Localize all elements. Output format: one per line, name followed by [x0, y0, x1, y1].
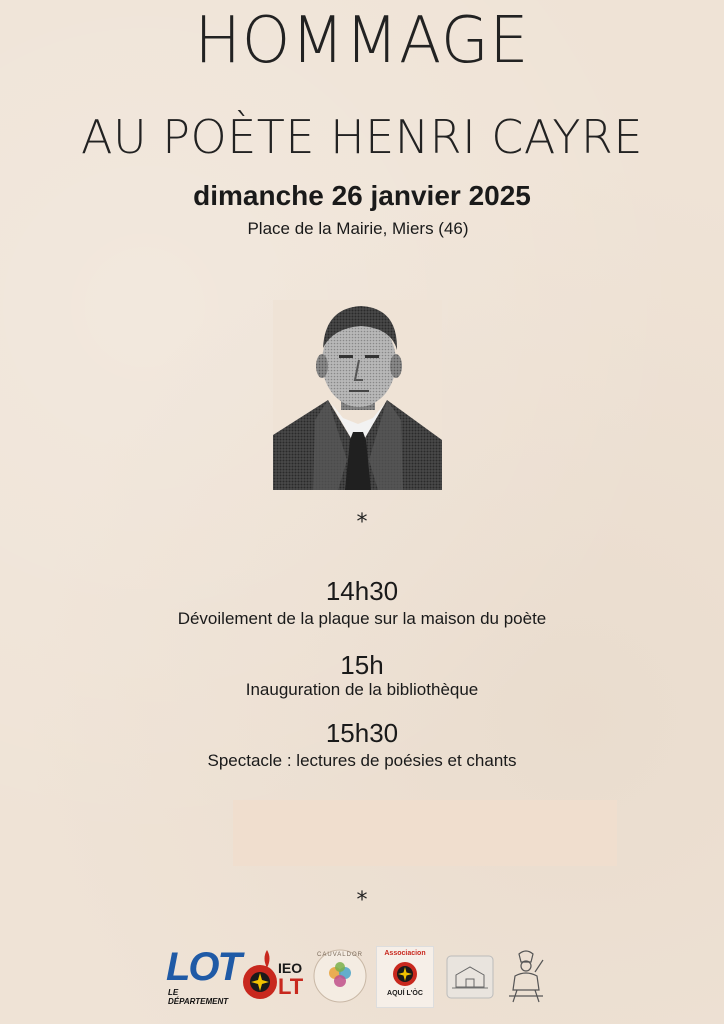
figure-sketch-icon [505, 948, 547, 1004]
occitan-cross-icon [392, 961, 418, 987]
cauvaldor-logo [313, 946, 367, 1006]
blank-panel [233, 800, 617, 866]
schedule-description: Inauguration de la bibliothèque [245, 680, 479, 699]
separator-asterisk: * [356, 510, 368, 535]
schedule-time: 15h30 [325, 718, 399, 748]
occitan-cross-icon [242, 964, 278, 1000]
page-title: HOMMAGE [194, 4, 530, 78]
separator-asterisk: * [356, 888, 368, 913]
lot-logo-subtext: LE DÉPARTEMENT [168, 988, 229, 1006]
schedule-time: 14h30 [325, 576, 399, 606]
page-subtitle: AU POÈTE HENRI CAYRE [81, 110, 643, 164]
lot-logo-text: LOT [166, 945, 240, 989]
aqui-logo-top-text: Associacion [384, 950, 426, 957]
schedule-time: 15h [340, 650, 384, 680]
ieo-logo-text: IEO [278, 960, 303, 976]
house-icon [446, 955, 494, 999]
flame-icon [262, 950, 272, 968]
event-place: Place de la Mairie, Miers (46) [247, 219, 469, 238]
cauvaldor-logo-text: CAUVALDOR [317, 952, 363, 958]
aqui-logo-bottom-text: AQUÍ L'ÒC [387, 990, 423, 997]
ieo-lot-logo [242, 946, 308, 1006]
figure-sketch-logo [505, 946, 547, 1006]
lot-departement-logo [166, 945, 240, 1006]
poet-portrait [273, 300, 442, 490]
schedule-description: Dévoilement de la plaque sur la maison du poète [177, 609, 547, 628]
house-sketch-logo [446, 946, 494, 1006]
ieo-logo-lt: LT [278, 974, 304, 999]
schedule-description: Spectacle : lectures de poésies et chants [207, 751, 517, 770]
poet-portrait-illustration [273, 300, 442, 490]
event-date: dimanche 26 janvier 2025 [193, 180, 531, 211]
aqui-loc-logo [376, 946, 434, 1008]
